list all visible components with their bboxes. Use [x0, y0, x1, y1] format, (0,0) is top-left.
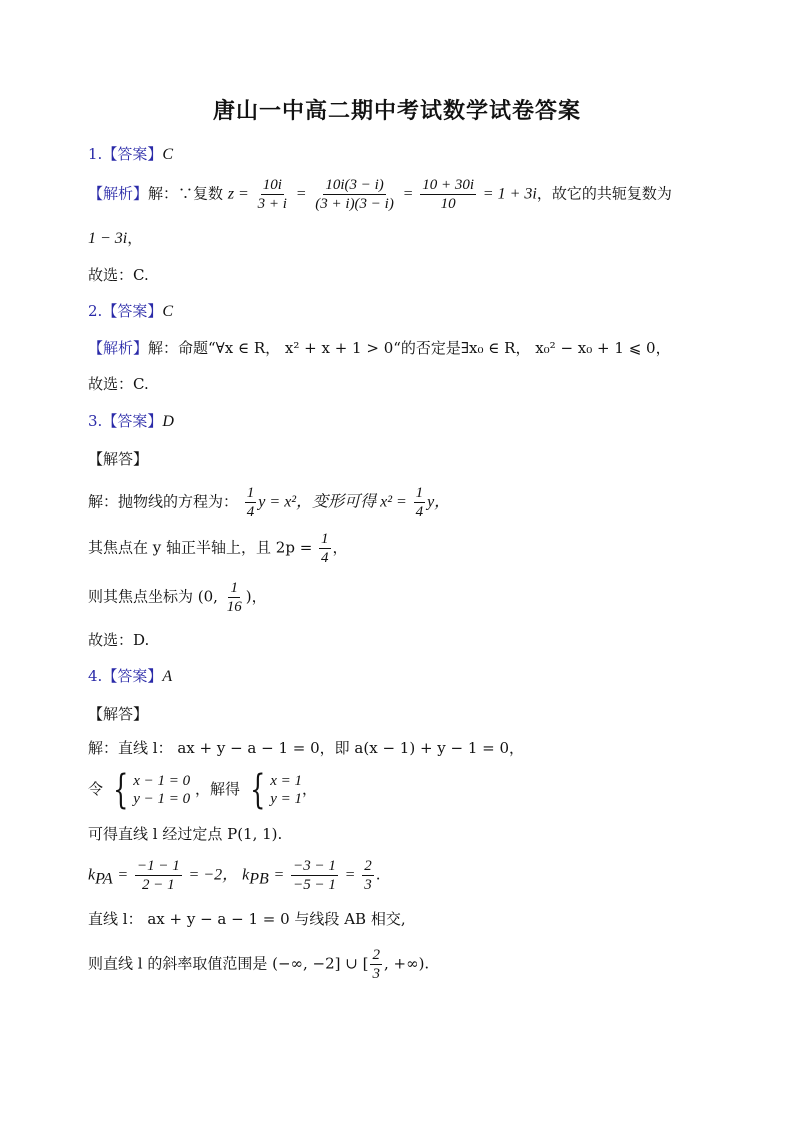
q4-answer: A — [162, 668, 173, 685]
q4-solve-tag: 【解答】 — [88, 705, 149, 723]
q3-answer-line — [88, 411, 174, 432]
q2-analysis-text: 解：命题“∀x ∈ R， x² + x + 1 > 0“的否定是∃x₀ ∈ R， x₀² − x₀ + 1 ⩽ 0， — [148, 339, 671, 357]
q4-line-5: 直线 l： ax + y − a − 1 = 0 与线段 AB 相交, — [88, 910, 406, 928]
q1-z-eq: z = — [227, 185, 249, 203]
q2-answer-tag: 【答案】 — [102, 302, 163, 320]
q1-answer-tag: 【答案】 — [102, 145, 163, 163]
q1-analysis-tag: 【解析】 — [88, 184, 149, 203]
q3-fraction-2: $\frac{1}{4}$ — [415, 485, 424, 520]
q1-conj-tail: ， — [127, 229, 143, 247]
q4-fraction-1: $\frac{-1 - 1}{2 - 1}$ — [136, 858, 180, 893]
q4-fraction-4: $\frac{2}{3}$ — [372, 947, 380, 982]
q3-fraction-3: $\frac{1}{4}$ — [321, 531, 329, 566]
q1-fraction-3: $\frac{10 + 30i}{10}$ — [422, 177, 474, 212]
q1-answer-line — [88, 144, 173, 165]
q1-number: 1. — [88, 145, 103, 163]
q3-answer-tag: 【答案】 — [102, 412, 163, 430]
q3-line-2: 其焦点在 y 轴正半轴上，且 2p = $\frac{1}{4}$ ， — [88, 531, 348, 566]
q2-analysis-line — [88, 338, 671, 358]
q3-number: 3. — [88, 412, 103, 430]
q4-line-2: 令 { x − 1 = 0 y − 1 = 0 ，解得 { x = 1 y = 1 ， — [88, 767, 317, 813]
q3-line-3: 则其焦点坐标为 (0, $\frac{1}{16}$ )， — [88, 580, 267, 615]
q1-analysis-lead: 解：∵复数 — [148, 184, 224, 203]
q1-tail: ，故它的共轭复数为 — [536, 184, 672, 203]
q1-conj: 1 − 3i — [88, 230, 128, 247]
q4-answer-line — [88, 666, 172, 687]
q4-fraction-3: $\frac{2}{3}$ — [364, 858, 372, 893]
q3-fraction-1: $\frac{1}{4}$ — [246, 485, 255, 520]
q4-answer-tag: 【答案】 — [102, 667, 163, 685]
q2-select: 故选：C. — [88, 375, 149, 393]
q2-number: 2. — [88, 302, 103, 320]
q4-fraction-2: $\frac{-3 - 1}{-5 - 1}$ — [293, 858, 336, 893]
q3-fraction-4: $\frac{1}{16}$ — [226, 580, 242, 615]
page-title: 唐山一中高二期中考试数学试卷答案 — [212, 99, 581, 124]
q3-line-1: 解：抛物线的方程为： $\frac{1}{4}$ y = x²，变形可得 x² = $\frac{1}{4}$ y， — [88, 485, 451, 520]
q2-analysis-tag: 【解析】 — [88, 339, 149, 357]
q4-line-6: 则直线 l 的斜率取值范围是 (−∞, −2] ∪ [ $\frac{2}{3}$ , +∞). — [88, 947, 430, 982]
q3-select: 故选：D. — [88, 631, 150, 649]
q4-line-4: $k_{PA}$ = $\frac{-1 - 1}{2 - 1}$ = −2， $k_{PB}$ = $\frac{-3 - 1}{-5 - 1}$ = $\frac{2}{3}$ . — [88, 858, 381, 893]
q3-solve-tag: 【解答】 — [88, 450, 149, 468]
q4-system-2: { x = 1 y = 1 — [249, 767, 302, 813]
q1-result: = 1 + 3i — [482, 185, 537, 203]
q2-answer-line — [88, 301, 173, 322]
q1-eq-1: = — [295, 185, 307, 203]
q4-line-1: 解：直线 l： ax + y − a − 1 = 0，即 a(x − 1) + y − 1 = 0， — [88, 739, 525, 757]
q4-number: 4. — [88, 667, 103, 685]
q4-system-1: { x − 1 = 0 y − 1 = 0 — [112, 767, 191, 813]
q1-fraction-2: $\frac{10i(3 - i)}{(3 + i)(3 - i)}$ — [315, 177, 394, 212]
q4-line-3: 可得直线 l 经过定点 P(1, 1). — [88, 825, 283, 843]
q1-answer: C — [162, 146, 173, 163]
q3-answer: D — [162, 413, 174, 430]
q2-answer: C — [162, 303, 173, 320]
q1-fraction-1: $\frac{10i}{3 + i}$ — [257, 177, 287, 212]
q1-eq-2: = — [402, 185, 414, 203]
q1-conj-line — [88, 228, 142, 249]
q1-select: 故选：C. — [88, 266, 149, 284]
q1-analysis-line — [88, 176, 672, 213]
